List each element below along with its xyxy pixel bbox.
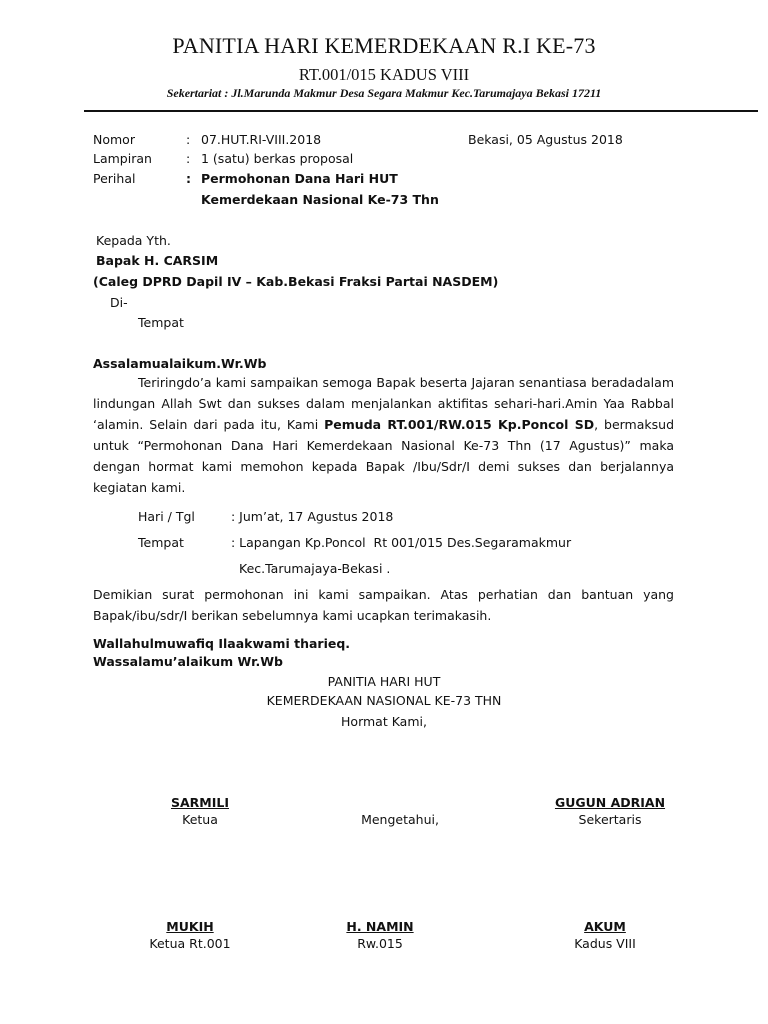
mengetahui: Mengetahui,: [361, 812, 439, 827]
body-paragraph-1-text-a: Teriringdo’a kami sampaikan semoga Bapak beserta Jajaran senantiasa beradadalam lindungan Allah Swt dan sukses dalam menjalankan aktifitas sehari-hari.Amin Yaa Rabbal ‘alamin. Selain dari pada itu, Kami: [93, 375, 674, 432]
rt-name: MUKIH: [166, 919, 214, 934]
ketua-name: SARMILI: [170, 795, 229, 810]
signature-org-line2: KEMERDEKAAN NASIONAL KE-73 THN: [266, 693, 502, 708]
recipient-greeting: Kepada Yth.: [96, 233, 171, 248]
recipient-position: (Caleg DPRD Dapil IV – Kab.Bekasi Fraksi Partai NASDEM): [93, 274, 499, 289]
perihal-line1: Permohonan Dana Hari HUT: [201, 171, 398, 186]
lampiran-label: Lampiran: [93, 151, 152, 166]
rw-name: H. NAMIN: [346, 919, 414, 934]
letter-date: Bekasi, 05 Agustus 2018: [468, 132, 623, 147]
body-paragraph-1: [93, 372, 674, 498]
hari-label: Hari / Tgl: [138, 509, 195, 524]
signature-hormat: Hormat Kami,: [341, 714, 427, 729]
letterhead-address: Sekertariat : Jl.Marunda Makmur Desa Segara Makmur Kec.Tarumajaya Bekasi 17211: [166, 86, 602, 100]
nomor-value: 07.HUT.RI-VIII.2018: [201, 132, 322, 147]
recipient-tempat: Tempat: [138, 315, 184, 330]
closing-line-2: Wassalamu’alaikum Wr.Wb: [93, 654, 283, 669]
letterhead-title: PANITIA HARI KEMERDEKAAN R.I KE-73: [172, 33, 596, 58]
closing-line-1: Wallahulmuwafiq Ilaakwami tharieq.: [93, 636, 351, 651]
sekretaris-name: GUGUN ADRIAN: [554, 795, 666, 810]
perihal-line2: Kemerdekaan Nasional Ke-73 Thn: [201, 192, 439, 207]
lampiran-value: 1 (satu) berkas proposal: [201, 151, 354, 166]
nomor-colon: :: [186, 132, 191, 147]
lampiran-colon: :: [186, 151, 191, 166]
kadus-role: Kadus VIII: [574, 936, 636, 951]
salam: Assalamualaikum.Wr.Wb: [93, 356, 267, 371]
perihal-label: Perihal: [93, 171, 136, 186]
perihal-colon: :: [186, 171, 191, 186]
tempat-value-line2: Kec.Tarumajaya-Bekasi .: [239, 561, 391, 576]
recipient-di: Di-: [110, 295, 128, 310]
tempat-label: Tempat: [138, 535, 184, 550]
kadus-name: AKUM: [584, 919, 626, 934]
hari-value: : Jum’at, 17 Agustus 2018: [231, 509, 394, 524]
body-paragraph-2: Demikian surat permohonan ini kami sampaikan. Atas perhatian dan bantuan yang Bapak/ibu/sdr/I berikan sebelumnya kami ucapkan terimakasih.: [93, 587, 674, 623]
body-paragraph-1-text-b: , bermaksud untuk “Permohonan Dana Hari Kemerdekaan Nasional Ke-73 Thn (17 Agustus)” maka dengan hormat kami memohon kepada Bapak /Ibu/Sdr/I demi sukses dan berjalannya kegiatan kami.: [93, 417, 675, 495]
body-paragraph-1-emphasis: Pemuda RT.001/RW.015 Kp.Poncol SD: [324, 417, 595, 432]
tempat-value-line1: : Lapangan Kp.Poncol Rt 001/015 Des.Segaramakmur: [231, 535, 572, 550]
ketua-role: Ketua: [182, 812, 218, 827]
rt-role: Ketua Rt.001: [149, 936, 231, 951]
sekretaris-role: Sekertaris: [578, 812, 642, 827]
signature-org-line1: PANITIA HARI HUT: [327, 674, 441, 689]
nomor-label: Nomor: [93, 132, 135, 147]
letterhead-subtitle: RT.001/015 KADUS VIII: [298, 65, 470, 84]
letterhead-divider: [84, 110, 758, 112]
rw-role: Rw.015: [357, 936, 403, 951]
recipient-name: Bapak H. CARSIM: [96, 253, 219, 268]
